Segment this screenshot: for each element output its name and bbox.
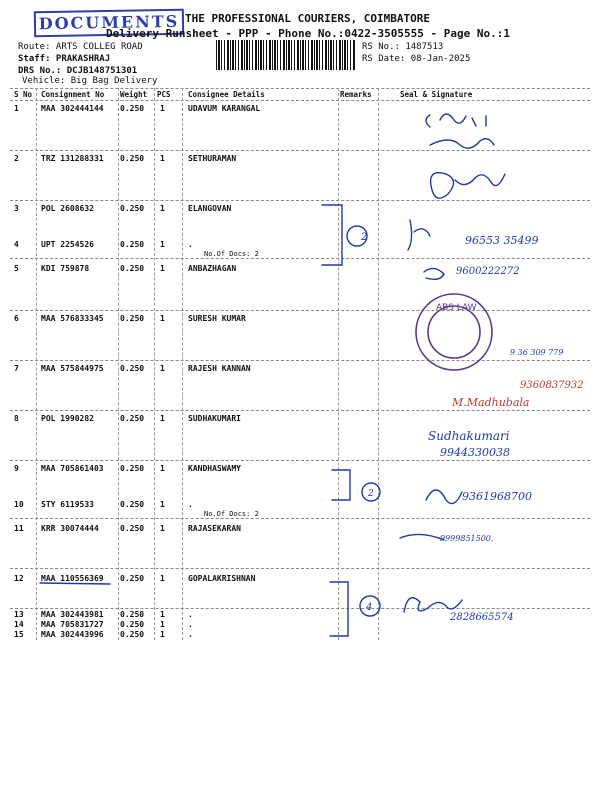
col-header-weight: Weight bbox=[120, 90, 148, 99]
cell-pcs: 1 bbox=[160, 364, 165, 373]
cell-consignment: UPT 2254526 bbox=[41, 240, 94, 249]
cell-consignment: MAA 302443996 bbox=[41, 630, 104, 639]
cell-weight: 0.250 bbox=[120, 524, 145, 533]
cell-consignment: MAA 576833345 bbox=[41, 314, 104, 323]
cell-weight: 0.250 bbox=[120, 630, 145, 639]
cell-pcs: 1 bbox=[160, 154, 165, 163]
cell-pcs: 1 bbox=[160, 204, 165, 213]
cell-consignment: KRR 30074444 bbox=[41, 524, 99, 533]
cell-pcs: 1 bbox=[160, 620, 165, 629]
rs-number: RS No.: 1487513 bbox=[362, 42, 444, 52]
cell-pcs: 1 bbox=[160, 240, 165, 249]
cell-pcs: 1 bbox=[160, 464, 165, 473]
cell-consignment: POL 2608632 bbox=[41, 204, 94, 213]
cell-weight: 0.250 bbox=[120, 610, 145, 619]
phone-row13: 2828665574 bbox=[450, 612, 514, 623]
cell-consignment: MAA 705831727 bbox=[41, 620, 104, 629]
cell-consignment: POL 1990282 bbox=[41, 414, 94, 423]
name-row7: M.Madhubala bbox=[452, 396, 530, 409]
cell-consignee: . bbox=[188, 240, 193, 249]
rs-date: RS Date: 08-Jan-2025 bbox=[362, 54, 471, 64]
cell-consignee: . bbox=[188, 630, 193, 639]
col-header-consignment: Consignment No bbox=[41, 90, 105, 99]
cell-weight: 0.250 bbox=[120, 204, 145, 213]
cell-weight: 0.250 bbox=[120, 500, 145, 509]
phone-row5: 9600222272 bbox=[456, 266, 520, 277]
cell-sno: 13 bbox=[14, 610, 24, 619]
cell-sno: 5 bbox=[14, 264, 19, 273]
documents-stamp: DOCUMENTS bbox=[34, 9, 184, 38]
column-divider bbox=[182, 88, 183, 640]
cell-pcs: 1 bbox=[160, 524, 165, 533]
row-divider bbox=[10, 460, 590, 461]
cell-consignment: MAA 302443981 bbox=[41, 610, 104, 619]
cell-sno: 15 bbox=[14, 630, 24, 639]
column-divider bbox=[118, 88, 119, 640]
seal-text: ABS LAW bbox=[436, 303, 477, 313]
cell-sno: 9 bbox=[14, 464, 19, 473]
cell-weight: 0.250 bbox=[120, 240, 145, 249]
cell-sno: 2 bbox=[14, 154, 19, 163]
row-divider bbox=[10, 608, 590, 609]
cell-consignment: TRZ 131288331 bbox=[41, 154, 104, 163]
row-divider bbox=[10, 518, 590, 519]
cell-pcs: 1 bbox=[160, 314, 165, 323]
remark-number-2: 2 bbox=[368, 489, 374, 499]
cell-sno: 11 bbox=[14, 524, 24, 533]
cell-weight: 0.250 bbox=[120, 620, 145, 629]
phone-row10: 9361968700 bbox=[462, 490, 532, 503]
row-divider bbox=[10, 258, 590, 259]
cell-consignment: MAA 705861403 bbox=[41, 464, 104, 473]
column-divider bbox=[36, 88, 37, 640]
cell-consignee: . bbox=[188, 610, 193, 619]
cell-consignee: GOPALAKRISHNAN bbox=[188, 574, 256, 583]
phone-row7b: 9360837932 bbox=[520, 380, 584, 391]
cell-pcs: 1 bbox=[160, 574, 165, 583]
col-header-sno: S No bbox=[14, 90, 33, 99]
cell-weight: 0.250 bbox=[120, 464, 145, 473]
vehicle: Vehicle: Big Bag Delivery bbox=[22, 76, 158, 86]
cell-sno: 1 bbox=[14, 104, 19, 113]
cell-weight: 0.250 bbox=[120, 154, 145, 163]
cell-consignee: RAJASEKARAN bbox=[188, 524, 241, 533]
cell-sno: 12 bbox=[14, 574, 24, 583]
cell-consignee: . bbox=[188, 500, 193, 509]
cell-consignment: MAA 575844975 bbox=[41, 364, 104, 373]
drs-number: DRS No.: DCJB148751301 bbox=[18, 66, 138, 76]
cell-sno: 6 bbox=[14, 314, 19, 323]
runsheet-title: Delivery Runsheet - PPP - Phone No.:0422-3505555 - Page No.:1 bbox=[106, 27, 510, 40]
phone-row7a: 9 36 309 779 bbox=[510, 348, 564, 357]
staff: Staff: PRAKASHRAJ bbox=[18, 54, 111, 64]
cell-consignee: RAJESH KANNAN bbox=[188, 364, 251, 373]
row-divider bbox=[10, 200, 590, 201]
cell-pcs: 1 bbox=[160, 610, 165, 619]
cell-consignee: SURESH KUMAR bbox=[188, 314, 246, 323]
cell-consignment: MAA 302444144 bbox=[41, 104, 104, 113]
cell-consignee: KANDHASWAMY bbox=[188, 464, 241, 473]
cell-sno: 3 bbox=[14, 204, 19, 213]
runsheet-table bbox=[10, 88, 590, 640]
cell-pcs: 1 bbox=[160, 104, 165, 113]
cell-weight: 0.250 bbox=[120, 414, 145, 423]
column-divider bbox=[378, 88, 379, 640]
cell-consignee: UDAVUM KARANGAL bbox=[188, 104, 261, 113]
col-header-pcs: PCS bbox=[157, 90, 171, 99]
cell-sno: 7 bbox=[14, 364, 19, 373]
table-header-rule bbox=[10, 100, 590, 101]
col-header-remarks: Remarks bbox=[340, 90, 372, 99]
col-header-signature: Seal & Signature bbox=[400, 90, 473, 99]
row-divider bbox=[10, 410, 590, 411]
cell-docs-count: No.Of Docs: 2 bbox=[204, 510, 259, 518]
cell-consignee: ELANGOVAN bbox=[188, 204, 232, 213]
phone-row4: 96553 35499 bbox=[465, 234, 539, 247]
cell-sno: 8 bbox=[14, 414, 19, 423]
table-top-rule bbox=[10, 88, 590, 89]
phone-row8: 9944330038 bbox=[440, 446, 510, 459]
cell-consignee: SETHURAMAN bbox=[188, 154, 237, 163]
cell-weight: 0.250 bbox=[120, 314, 145, 323]
cell-consignment: MAA 110556369 bbox=[41, 574, 104, 583]
row-divider bbox=[10, 150, 590, 151]
cell-consignee: . bbox=[188, 620, 193, 629]
remark-number-1: 2 bbox=[361, 232, 368, 243]
row-divider bbox=[10, 310, 590, 311]
row-divider bbox=[10, 360, 590, 361]
column-divider bbox=[154, 88, 155, 640]
cell-consignment: STY 6119533 bbox=[41, 500, 94, 509]
remark-number-3: 4 bbox=[366, 602, 373, 613]
barcode bbox=[216, 40, 356, 70]
cell-pcs: 1 bbox=[160, 630, 165, 639]
phone-row11: 9999851500. bbox=[440, 534, 494, 543]
cell-consignee: ANBAZHAGAN bbox=[188, 264, 237, 273]
cell-weight: 0.250 bbox=[120, 364, 145, 373]
cell-weight: 0.250 bbox=[120, 264, 145, 273]
column-divider bbox=[338, 88, 339, 640]
cell-docs-count: No.Of Docs: 2 bbox=[204, 250, 259, 258]
row-divider bbox=[10, 568, 590, 569]
route: Route: ARTS COLLEG ROAD bbox=[18, 42, 143, 52]
cell-pcs: 1 bbox=[160, 500, 165, 509]
cell-weight: 0.250 bbox=[120, 104, 145, 113]
col-header-consignee: Consignee Details bbox=[188, 90, 265, 99]
cell-weight: 0.250 bbox=[120, 574, 145, 583]
cell-sno: 4 bbox=[14, 240, 19, 249]
cell-consignee: SUDHAKUMARI bbox=[188, 414, 241, 423]
cell-pcs: 1 bbox=[160, 264, 165, 273]
cell-pcs: 1 bbox=[160, 414, 165, 423]
company-name: THE PROFESSIONAL COURIERS, COIMBATORE bbox=[185, 12, 431, 25]
name-row8: Sudhakumari bbox=[428, 429, 510, 443]
cell-consignment: KDI 759878 bbox=[41, 264, 90, 273]
cell-sno: 10 bbox=[14, 500, 24, 509]
cell-sno: 14 bbox=[14, 620, 24, 629]
